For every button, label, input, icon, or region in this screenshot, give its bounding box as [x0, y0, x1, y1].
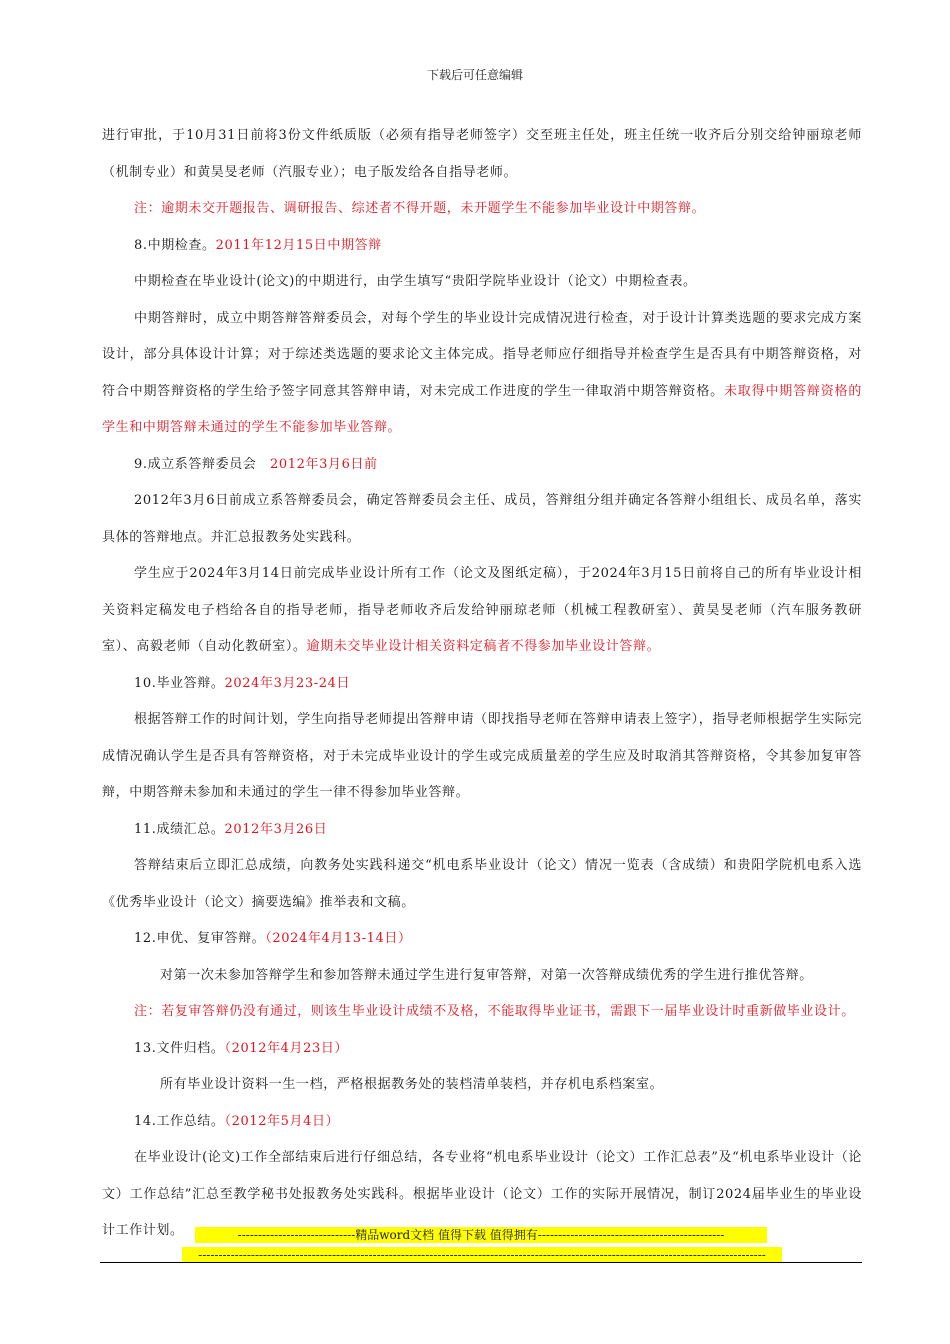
highlighted-text: 2024年3月23-24日 [224, 675, 351, 691]
paragraph [102, 301, 862, 447]
paragraph [102, 118, 862, 191]
paragraph [102, 994, 862, 1031]
highlighted-text: 逾期未交毕业设计相关资料定稿者不得参加毕业设计答辩。 [306, 639, 661, 654]
paragraph [102, 921, 862, 958]
paragraph-text: 根据答辩工作的时间计划，学生向指导老师提出答辩申请（即找指导老师在答辩申请表上签字），指导老师根据学生实际完成情况确认学生是否具有答辩资格，对于未完成毕业设计的学生或完成质量差的学生应及时取消其答辩资格，令其参加复审答辩，中期答辩未参加和未通过的学生一律不得参加毕业答辩。 [102, 712, 862, 800]
highlighted-text: 注：逾期未交开题报告、调研报告、综述者不得开题，未开题学生不能参加毕业设计中期答辩。 [134, 201, 706, 216]
paragraph-text: 学生应于2024年3月14日前完成毕业设计所有工作（论文及图纸定稿），于2024年3月15日前将自己的所有毕业设计相关资料定稿发电子档给各自的指导老师，指导老师收齐后发给钟丽琼老师（机械工程教研室）、黄昊旻老师（汽车服务教研室）、高毅老师（自动化教研室）。 [102, 566, 862, 654]
paragraph-text: 12.申优、复审答辩。 [134, 931, 266, 946]
highlighted-text: （2012年4月23日） [224, 1040, 349, 1056]
page-header: 下载后可任意编辑 [426, 68, 523, 82]
paragraph-text: 10.毕业答辩。 [134, 675, 225, 691]
paragraph [102, 1104, 862, 1141]
paragraph-text: 2012年3月6日前成立系答辩委员会，确定答辩委员会主任、成员，答辩组分组并确定各答辩小组组长、成员名单，落实具体的答辩地点。并汇总报教务处实践科。 [102, 493, 862, 545]
highlighted-text: 2012年3月26日 [224, 821, 328, 837]
paragraph-text: 进行审批，于10月31日前将3份文件纸质版（必须有指导老师签字）交至班主任处，班主任统一收齐后分别交给钟丽琼老师（机制专业）和黄昊旻老师（汽服专业）；电子版发给各自指导老师。 [102, 128, 862, 180]
paragraph [102, 848, 862, 921]
paragraph [102, 264, 862, 301]
paragraph [102, 958, 862, 995]
paragraph-text: 对第一次未参加答辩学生和参加答辩未通过学生进行复审答辩，对第一次答辩成绩优秀的学生进行推优答辩。 [160, 967, 813, 983]
paragraph [102, 812, 862, 849]
highlighted-text: （2012年5月4日） [224, 1113, 340, 1129]
paragraph-text: 在毕业设计(论文)工作全部结束后进行仔细总结，各专业将“机电系毕业设计（论文）工作汇总表”及“机电系毕业设计（论文）工作总结”汇总至教学秘书处报教务处实践科。根据毕业设计（论文）工作的实际开展情况，制订2024届毕业生的毕业设计工作计划。 [102, 1150, 862, 1238]
highlighted-text: 2011年12月15日中期答辩 [215, 237, 382, 253]
paragraph [102, 556, 862, 666]
paragraph-text: 8.中期检查。 [134, 237, 216, 253]
paragraph-text: 13.文件归档。 [134, 1040, 225, 1056]
paragraph-text: 中期答辩时，成立中期答辩答辩委员会，对每个学生的毕业设计完成情况进行检查，对于设计计算类选题的要求完成方案设计，部分具体设计计算；对于综述类选题的要求论文主体完成。指导老师应仔细指导并检查学生是否具有中期答辩资格，对符合中期答辩资格的学生给予签字同意其答辩申请，对未完成工作进度的学生一律取消中期答辩资格。 [102, 310, 862, 399]
paragraph [102, 702, 862, 812]
highlighted-text: 未取得中期答辩资格的学生和中期答辩未通过的学生不能参加毕业答辩。 [102, 383, 862, 435]
highlighted-text: 注：若复审答辩仍没有通过，则该生毕业设计成绩不及格，不能取得毕业证书，需跟下一届毕业设计时重新做毕业设计。 [134, 1004, 855, 1019]
paragraph [102, 483, 862, 556]
footer-rule [100, 1262, 862, 1263]
paragraph-text: 14.工作总结。 [134, 1113, 225, 1129]
paragraph-text: 11.成绩汇总。 [134, 821, 225, 837]
paragraph [102, 447, 862, 484]
highlighted-text: （2024年4月13-14日） [265, 931, 412, 946]
highlighted-text: 2012年3月6日前 [270, 456, 378, 472]
paragraph-text: 答辩结束后立即汇总成绩，向教务处实践科递交“机电系毕业设计（论文）情况一览表（含成绩）和贵阳学院机电系入选《优秀毕业设计（论文）摘要选编》推举表和文稿。 [102, 858, 862, 910]
footer-line-2: -------------------------------------------------------------------------------------------------------------------------------------------- [182, 1247, 782, 1263]
paragraph-text: 中期检查在毕业设计(论文)的中期进行，由学生填写“贵阳学院毕业设计（论文）中期检查表。 [134, 274, 697, 289]
paragraph [102, 228, 862, 265]
paragraph [102, 1067, 862, 1104]
paragraph [102, 1031, 862, 1068]
paragraph [102, 191, 862, 228]
paragraph-text: 9.成立系答辩委员会 [134, 456, 271, 472]
paragraph-text: 所有毕业设计资料一生一档，严格根据教务处的装档清单装档，并存机电系档案室。 [160, 1077, 664, 1092]
footer-banner [182, 1227, 780, 1266]
footer-line-1: -----------------------------精品word文档 值得下载 值得拥有---------------------------------------------- [195, 1227, 767, 1243]
document-body [102, 118, 862, 1250]
paragraph [102, 666, 862, 703]
